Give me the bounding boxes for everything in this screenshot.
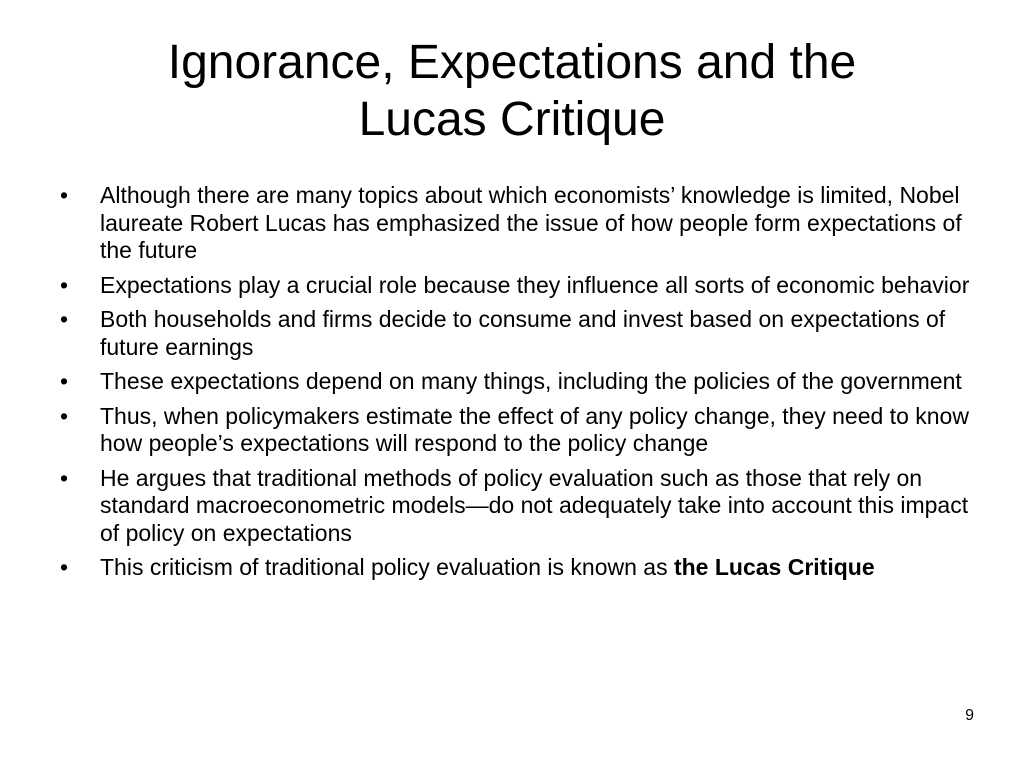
- bullet-item: [60, 554, 970, 582]
- bullet-dot-icon: •: [60, 271, 69, 298]
- bullet-text: Both households and firms decide to consume and invest based on expectations of future earnings: [100, 306, 946, 360]
- bullet-text: These expectations depend on many things, including the policies of the government: [100, 368, 962, 394]
- lucas-critique-term: the Lucas Critique: [673, 554, 875, 580]
- bullet-dot-icon: •: [60, 554, 69, 580]
- bullet-item: [60, 368, 970, 396]
- bullet-item: [60, 182, 970, 265]
- bullet-dot-icon: •: [60, 402, 69, 429]
- bullet-dot-icon: •: [60, 182, 69, 208]
- bullet-text: Expectations play a crucial role because they influence all sorts of economic behavior: [100, 271, 970, 298]
- page-number: 9: [965, 707, 974, 724]
- bullet-dot-icon: •: [60, 464, 69, 491]
- slide-title: [60, 34, 964, 148]
- slide-title-line-2: Lucas Critique: [358, 93, 666, 146]
- bullet-text: He argues that traditional methods of policy evaluation such as those that rely on standard macroeconometric models—do not adequately take into account this impact of policy on expectations: [100, 464, 969, 546]
- bullet-text: Although there are many topics about which economists’ knowledge is limited, Nobel laureate Robert Lucas has emphasized the issue of how people form expectations of the future: [100, 182, 962, 263]
- bullet-item: [60, 272, 970, 300]
- bullet-item: [60, 403, 970, 458]
- bullet-text: This criticism of traditional policy evaluation is known as: [100, 554, 674, 580]
- bullet-dot-icon: •: [60, 368, 69, 394]
- bullet-item: [60, 306, 970, 361]
- bullet-text: Thus, when policymakers estimate the effect of any policy change, they need to know how people’s expectations will respond to the policy change: [100, 402, 969, 456]
- bullet-dot-icon: •: [60, 306, 69, 332]
- bullet-list: [60, 182, 970, 589]
- bullet-item: [60, 465, 970, 548]
- slide-title-line-1: Ignorance, Expectations and the: [167, 36, 857, 89]
